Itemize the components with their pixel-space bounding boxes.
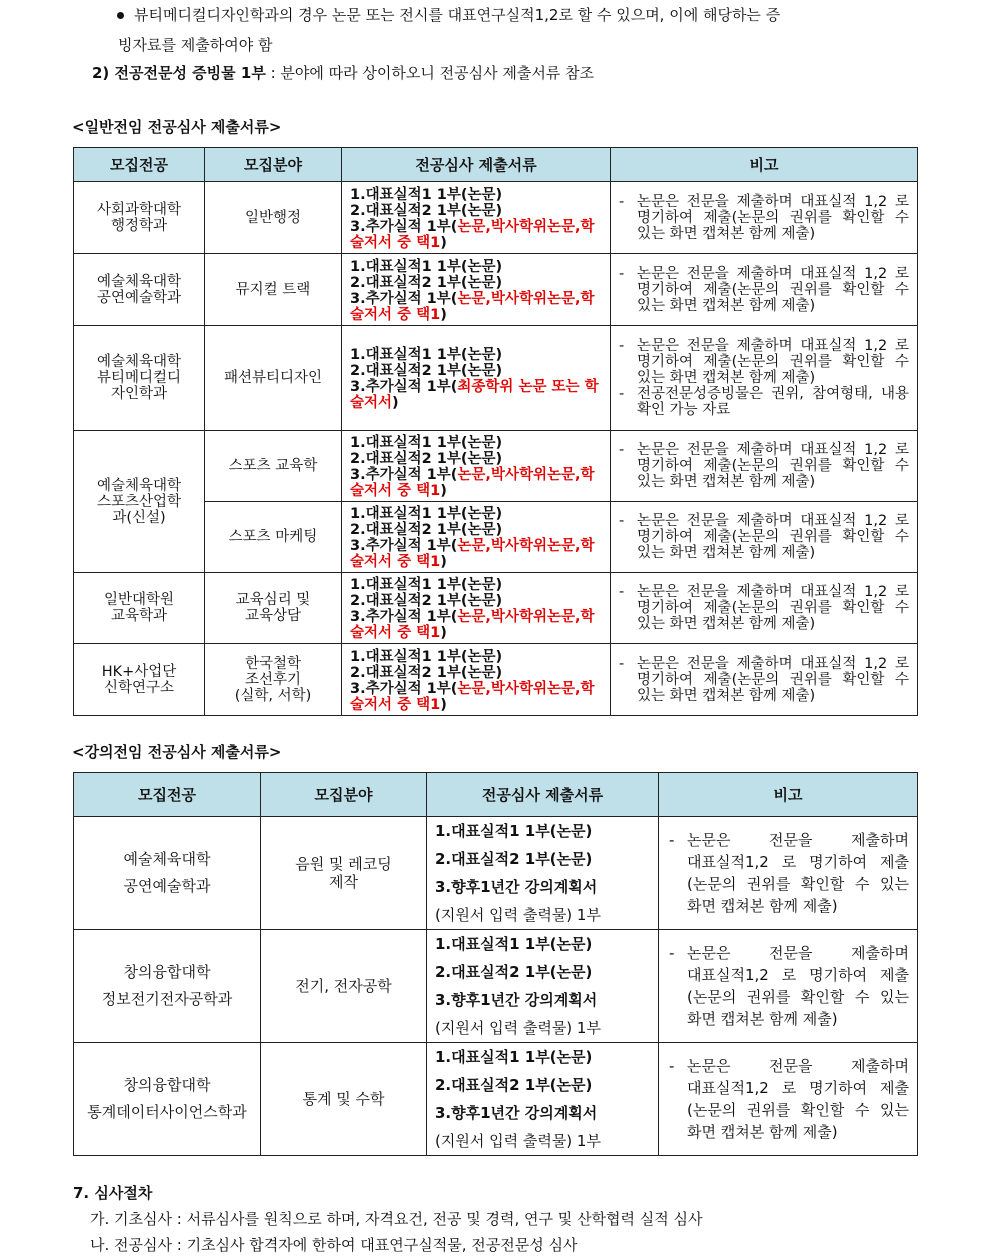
docs-cell: 1.대표실적1 1부(논문) 2.대표실적2 1부(논문) 3.추가실적 1부(논문,박사학위논문,학술저서 중 택1) [342,431,611,502]
note-cell: - 논문은 전문을 제출하며 대표실적 1,2 로 명기하여 제출(논문의 권위를 확인할 수 있는 화면 캡쳐본 함께 제출) [611,182,918,254]
intro-item2-text: : 분야에 따라 상이하오니 전공심사 제출서류 참조 [265,64,595,82]
table2-header-docs: 전공심사 제출서류 [427,773,659,817]
major-cell: 창의융합대학 통계데이터사이언스학과 [74,1043,261,1156]
major-cell: 사회과학대학 행정학과 [74,182,205,254]
table1-header-note: 비고 [611,148,918,182]
note-cell: - 논문은 전문을 제출하며 대표실적 1,2 로 명기하여 제출(논문의 권위를 확인할 수 있는 화면 캡쳐본 함께 제출) [611,431,918,502]
docs-cell: 1.대표실적1 1부(논문) 2.대표실적2 1부(논문) 3.추가실적 1부(최종학위 논문 또는 학술저서) [342,326,611,431]
major-cell: 일반대학원 교육학과 [74,573,205,644]
note-cell: - 논문은 전문을 제출하며 대표실적1,2 로 명기하여 제출(논문의 권위를 확인할 수 있는 화면 캡쳐본 함께 제출) [659,930,918,1043]
table2-header-major: 모집전공 [74,773,261,817]
table1 [73,147,918,716]
table1-title: <일반전임 전공심사 제출서류> [72,118,282,136]
field-cell: 일반행정 [205,182,342,254]
intro-bullet-line2: 빙자료를 제출하여야 함 [118,36,273,54]
intro-bullet-line1: 뷰티메디컬디자인학과의 경우 논문 또는 전시를 대표연구실적1,2로 할 수 있으며, 이에 해당하는 증 [134,6,781,24]
docs-cell: 1.대표실적1 1부(논문) 2.대표실적2 1부(논문) 3.추가실적 1부(논문,박사학위논문,학술저서 중 택1) [342,644,611,716]
table1-header-major: 모집전공 [74,148,205,182]
table-row [74,182,918,254]
note-cell: - 논문은 전문을 제출하며 대표실적 1,2 로 명기하여 제출(논문의 권위를 확인할 수 있는 화면 캡쳐본 함께 제출) [611,254,918,326]
major-cell: 예술체육대학 뷰티메디컬디 자인학과 [74,326,205,431]
table2-title: <강의전임 전공심사 제출서류> [72,743,282,761]
docs-cell: 1.대표실적1 1부(논문) 2.대표실적2 1부(논문) 3.추가실적 1부(논문,박사학위논문,학술저서 중 택1) [342,254,611,326]
intro-item2 [92,62,594,83]
note-cell: - 논문은 전문을 제출하며 대표실적 1,2 로 명기하여 제출(논문의 권위를 확인할 수 있는 화면 캡쳐본 함께 제출) [611,573,918,644]
field-cell: 한국철학 조선후기 (실학, 서학) [205,644,342,716]
section7-title: 7. 심사절차 [73,1184,153,1202]
table2-header-field: 모집분야 [261,773,427,817]
docs-cell: 1.대표실적1 1부(논문) 2.대표실적2 1부(논문) 3.향후1년간 강의계획서 (지원서 입력 출력물) 1부 [427,817,659,930]
field-cell: 교육심리 및 교육상담 [205,573,342,644]
field-cell: 음원 및 레코딩 제작 [261,817,427,930]
table-row [74,817,918,930]
note-cell: - 논문은 전문을 제출하며 대표실적1,2 로 명기하여 제출(논문의 권위를 확인할 수 있는 화면 캡쳐본 함께 제출) [659,1043,918,1156]
field-cell: 스포츠 교육학 [205,431,342,502]
table-row [74,930,918,1043]
bullet-icon [117,12,124,19]
table-row [74,431,918,502]
docs-cell: 1.대표실적1 1부(논문) 2.대표실적2 1부(논문) 3.추가실적 1부(논문,박사학위논문,학술저서 중 택1) [342,182,611,254]
table-row [74,1043,918,1156]
note-cell: - 논문은 전문을 제출하며 대표실적 1,2 로 명기하여 제출(논문의 권위를 확인할 수 있는 화면 캡쳐본 함께 제출) [611,644,918,716]
table-row [74,254,918,326]
note-cell: - 논문은 전문을 제출하며 대표실적1,2 로 명기하여 제출(논문의 권위를 확인할 수 있는 화면 캡쳐본 함께 제출) [659,817,918,930]
field-cell: 전기, 전자공학 [261,930,427,1043]
table2-header-row [74,773,918,817]
table2-header-note: 비고 [659,773,918,817]
docs-cell: 1.대표실적1 1부(논문) 2.대표실적2 1부(논문) 3.향후1년간 강의계획서 (지원서 입력 출력물) 1부 [427,1043,659,1156]
docs-cell: 1.대표실적1 1부(논문) 2.대표실적2 1부(논문) 3.추가실적 1부(논문,박사학위논문,학술저서 중 택1) [342,502,611,573]
note-cell: - 논문은 전문을 제출하며 대표실적 1,2 로 명기하여 제출(논문의 권위를 확인할 수 있는 화면 캡쳐본 함께 제출) - 전공전문성증빙물은 권위, 참여형태, 내용 확인 가능 자료 [611,326,918,431]
table1-header-row [74,148,918,182]
table-row [74,573,918,644]
table2 [73,772,918,1156]
section7-item-ga: 가. 기초심사 : 서류심사를 원칙으로 하며, 자격요건, 전공 및 경력, 연구 및 산학협력 실적 심사 [90,1210,703,1228]
section7-item-na: 나. 전공심사 : 기초심사 합격자에 한하여 대표연구실적물, 전공전문성 심사 [90,1236,578,1254]
table1-header-docs: 전공심사 제출서류 [342,148,611,182]
major-cell: 예술체육대학 공연예술학과 [74,817,261,930]
field-cell: 스포츠 마케팅 [205,502,342,573]
major-cell: 예술체육대학 스포츠산업학 과(신설) [74,431,205,573]
docs-cell: 1.대표실적1 1부(논문) 2.대표실적2 1부(논문) 3.추가실적 1부(논문,박사학위논문,학술저서 중 택1) [342,573,611,644]
field-cell: 뮤지컬 트랙 [205,254,342,326]
field-cell: 통계 및 수학 [261,1043,427,1156]
major-cell: HK+사업단 신학연구소 [74,644,205,716]
docs-cell: 1.대표실적1 1부(논문) 2.대표실적2 1부(논문) 3.향후1년간 강의계획서 (지원서 입력 출력물) 1부 [427,930,659,1043]
table1-header-field: 모집분야 [205,148,342,182]
intro-item2-label: 2) 전공전문성 증빙물 1부 [92,64,266,82]
field-cell: 패션뷰티디자인 [205,326,342,431]
major-cell: 예술체육대학 공연예술학과 [74,254,205,326]
major-cell: 창의융합대학 정보전기전자공학과 [74,930,261,1043]
table-row [74,326,918,431]
table-row [74,644,918,716]
note-cell: - 논문은 전문을 제출하며 대표실적 1,2 로 명기하여 제출(논문의 권위를 확인할 수 있는 화면 캡쳐본 함께 제출) [611,502,918,573]
